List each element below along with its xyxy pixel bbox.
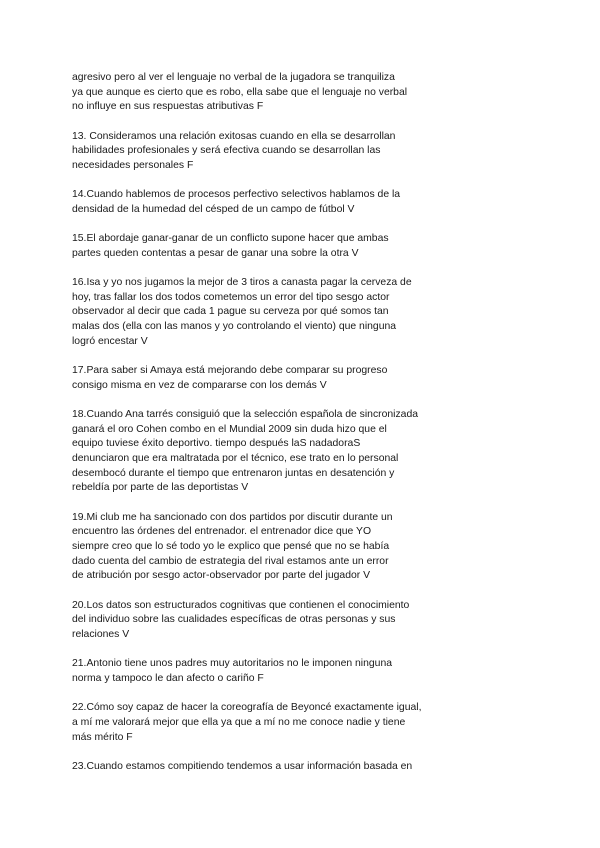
- text-line: del individuo sobre las cualidades específicas de otras personas y sus: [72, 614, 396, 626]
- text-line: partes queden contentas a pesar de ganar una sobre la otra V: [72, 247, 359, 259]
- text-line: denunciaron que era maltratada por el técnico, ese trato en lo personal: [72, 453, 399, 465]
- text-line: observador al decir que cada 1 pague su cerveza por qué somos tan: [72, 306, 389, 318]
- document-body: [72, 71, 542, 789]
- text-line: habilidades profesionales y será efectiva cuando se desarrollan las: [72, 145, 381, 157]
- paragraph: [72, 701, 542, 745]
- text-line: necesidades personales F: [72, 160, 194, 172]
- text-line: desembocó durante el tiempo que entrenaron juntas en desatención y: [72, 467, 395, 479]
- text-line: 13. Consideramos una relación exitosas cuando en ella se desarrollan: [72, 130, 396, 142]
- paragraph: [72, 71, 542, 115]
- text-line: logró encestar V: [72, 335, 148, 347]
- text-line: siempre creo que lo sé todo yo le explico que pensé que no se había: [72, 541, 390, 553]
- text-line: no influye en sus respuestas atributivas F: [72, 101, 264, 113]
- text-line: norma y tampoco le dan afecto o cariño F: [72, 673, 264, 684]
- text-line: relaciones V: [72, 629, 130, 641]
- paragraph: [72, 364, 542, 393]
- text-line: ganará el oro Cohen combo en el Mundial 2009 sin duda hizo que el: [72, 423, 387, 435]
- paragraph: [72, 276, 542, 350]
- paragraph: [72, 657, 542, 686]
- text-line: 20.Los datos son estructurados cognitivas que contienen el conocimiento: [72, 599, 410, 611]
- text-line: agresivo pero al ver el lenguaje no verbal de la jugadora se tranquiliza: [72, 72, 395, 83]
- text-line: rebeldía por parte de las deportistas V: [72, 482, 249, 494]
- text-line: equipo tuviese éxito deportivo. tiempo después laS nadadoraS: [72, 438, 361, 450]
- text-line: encuentro las órdenes del entrenador. el entrenador dice que YO: [72, 526, 372, 538]
- text-line: 19.Mi club me ha sancionado con dos partidos por discutir durante un: [72, 511, 393, 523]
- text-line: malas dos (ella con las manos y yo controlando el viento) que ninguna: [72, 321, 397, 333]
- text-line: 17.Para saber si Amaya está mejorando debe comparar su progreso: [72, 365, 388, 377]
- text-line: 21.Antonio tiene unos padres muy autoritarios no le imponen ninguna: [72, 658, 393, 670]
- text-line: 18.Cuando Ana tarrés consiguió que la selección española de sincronizada: [72, 408, 419, 420]
- paragraph: [72, 511, 542, 585]
- text-line: 16.Isa y yo nos jugamos la mejor de 3 tiros a canasta pagar la cerveza de: [72, 277, 412, 289]
- text-line: dado cuenta del cambio de estrategia del rival estamos ante un error: [72, 555, 389, 567]
- text-line: consigo misma en vez de compararse con los demás V: [72, 379, 327, 391]
- text-line: 14.Cuando hablemos de procesos perfectivo selectivos hablamos de la: [72, 189, 401, 201]
- text-line: a mí me valorará mejor que ella ya que a mí no me conoce nadie y tiene: [72, 716, 406, 728]
- text-line: de atribución por sesgo actor-observador por parte del jugador V: [72, 570, 371, 582]
- text-line: 15.El abordaje ganar-ganar de un conflicto supone hacer que ambas: [72, 233, 389, 245]
- paragraph: [72, 760, 542, 775]
- paragraph: [72, 130, 542, 174]
- text-line: 22.Cómo soy capaz de hacer la coreografía de Beyoncé exactamente igual,: [72, 702, 422, 714]
- text-line: ya que aunque es cierto que es robo, ella sabe que el lenguaje no verbal: [72, 86, 408, 98]
- text-line: hoy, tras fallar los dos todos cometemos un error del tipo sesgo actor: [72, 291, 390, 303]
- text-line: 23.Cuando estamos compitiendo tendemos a usar información basada en: [72, 760, 413, 772]
- paragraph: [72, 408, 542, 496]
- text-line: más mérito F: [72, 731, 133, 743]
- text-line: densidad de la humedad del césped de un campo de fútbol V: [72, 203, 355, 215]
- paragraph: [72, 188, 542, 217]
- paragraph: [72, 232, 542, 261]
- paragraph: [72, 599, 542, 643]
